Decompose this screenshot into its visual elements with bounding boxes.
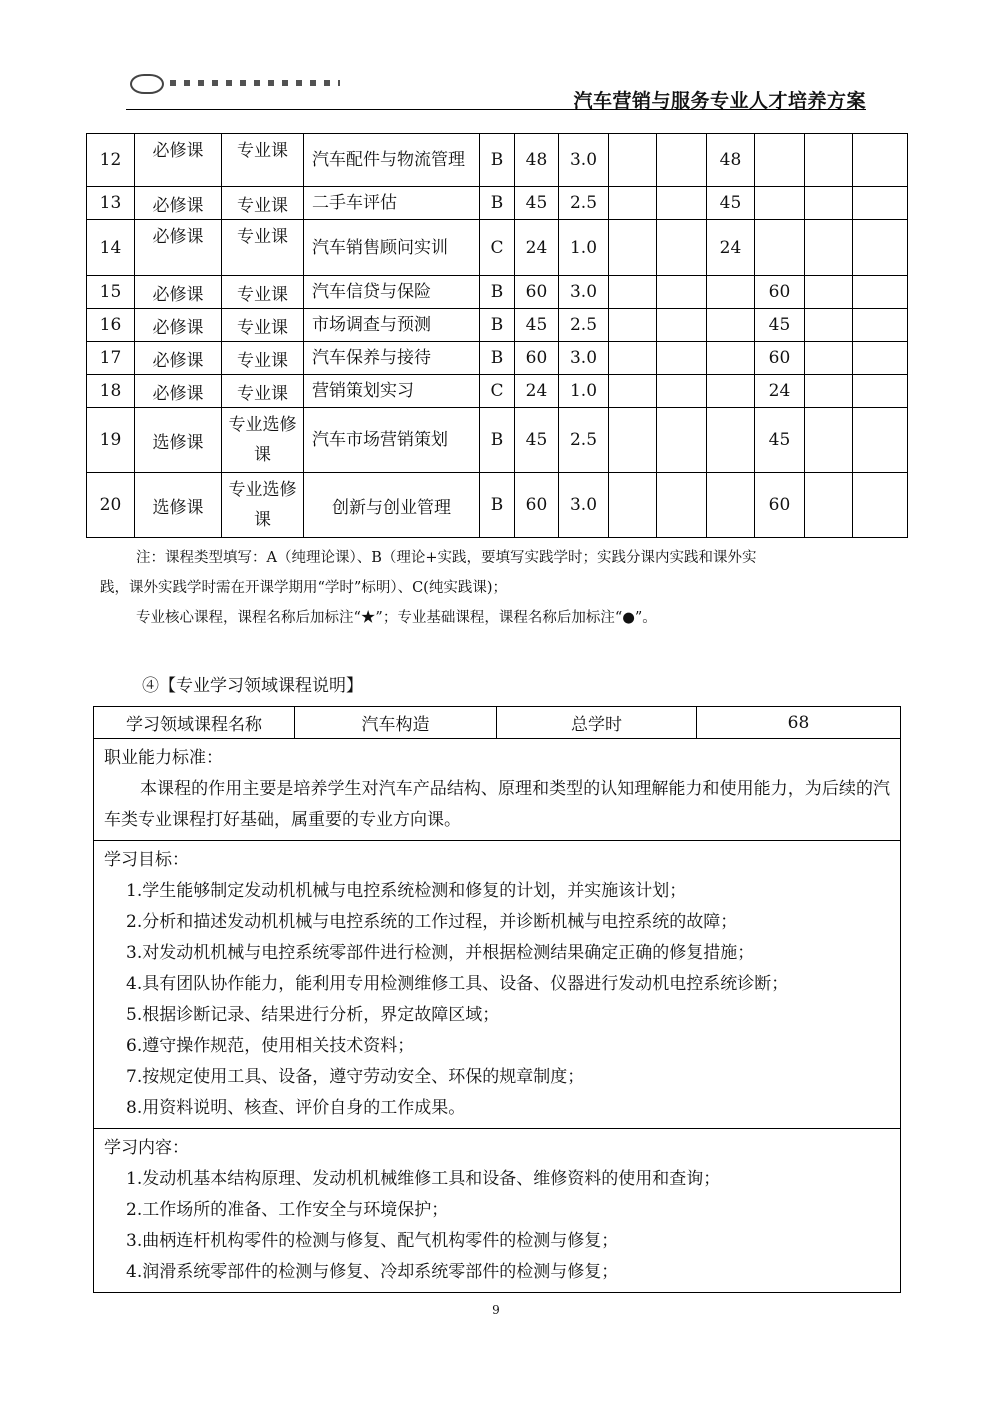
list-item: 8.用资料说明、核查、评价自身的工作成果。 [126, 1098, 466, 1118]
course-description-table [93, 706, 901, 1293]
list-item: 7.按规定使用工具、设备，遵守劳动安全、环保的规章制度； [126, 1067, 585, 1087]
table-row [94, 739, 901, 841]
semester-2-hours [657, 134, 707, 187]
semester-3-hours [707, 342, 755, 375]
course-credits: 2.5 [559, 408, 609, 473]
semester-3-hours [707, 309, 755, 342]
semester-3-hours [707, 375, 755, 408]
semester-1-hours [609, 220, 657, 276]
semester-2-hours [657, 276, 707, 309]
semester-5-hours [805, 375, 853, 408]
learning-content-cell [94, 1129, 901, 1293]
semester-3-hours [707, 473, 755, 538]
list-item: 1.学生能够制定发动机机械与电控系统检测和修复的计划，并实施该计划； [126, 881, 687, 901]
note-line: 专业核心课程，课程名称后加标注“★”；专业基础课程，课程名称后加标注“●”。 [136, 610, 657, 626]
course-credits: 3.0 [559, 134, 609, 187]
course-credits: 1.0 [559, 220, 609, 276]
semester-6-hours [853, 134, 908, 187]
table-row [94, 1129, 901, 1293]
course-kind: B [480, 473, 515, 538]
table-row [87, 342, 908, 375]
note-line: 注：课程类型填写：A（纯理论课）、B（理论+实践，要填写实践学时；实践分课内实践和课外实 [136, 550, 757, 566]
course-name-label: 学习领域课程名称 [94, 707, 295, 739]
document-title: 汽车营销与服务专业人才培养方案 [573, 90, 866, 112]
table-row [87, 220, 908, 276]
semester-4-hours [755, 187, 805, 220]
course-credits: 3.0 [559, 276, 609, 309]
semester-4-hours: 60 [755, 342, 805, 375]
course-type: 专业课 [222, 309, 304, 342]
table-row [87, 187, 908, 220]
course-nature: 必修课 [135, 375, 222, 408]
ability-text: 本课程的作用主要是培养学生对汽车产品结构、原理和类型的认知理解能力和使用能力，为后续的汽车类专业课程打好基础，属重要的专业方向课。 [104, 779, 890, 830]
semester-4-hours: 60 [755, 473, 805, 538]
total-hours-label: 总学时 [497, 707, 697, 739]
course-type: 专业课 [222, 134, 304, 187]
total-hours-value: 68 [697, 707, 901, 739]
note-line: 践，课外实践学时需在开课学期用“学时”标明）、C(纯实践课)； [100, 580, 507, 596]
course-name: 汽车保养与接待 [304, 342, 480, 375]
table-row [94, 841, 901, 1129]
section-title: ④【专业学习领域课程说明】 [142, 676, 363, 696]
course-nature: 必修课 [135, 276, 222, 309]
semester-3-hours [707, 276, 755, 309]
table-row [94, 707, 901, 739]
list-item: 2.分析和描述发动机机械与电控系统的工作过程，并诊断机械与电控系统的故障； [126, 912, 738, 932]
course-name-value: 汽车构造 [295, 707, 497, 739]
semester-5-hours [805, 187, 853, 220]
course-type: 专业选修课 [222, 408, 304, 473]
course-hours: 45 [515, 187, 559, 220]
goals-label: 学习目标： [104, 850, 189, 870]
course-hours: 45 [515, 408, 559, 473]
list-item: 4.具有团队协作能力，能利用专用检测维修工具、设备、仪器进行发动机电控系统诊断； [126, 974, 789, 994]
row-number: 18 [87, 375, 135, 408]
semester-2-hours [657, 342, 707, 375]
row-number: 19 [87, 408, 135, 473]
list-item: 1.发动机基本结构原理、发动机机械维修工具和设备、维修资料的使用和查询； [126, 1169, 721, 1189]
semester-3-hours: 45 [707, 187, 755, 220]
course-nature: 必修课 [135, 220, 222, 276]
course-name: 创新与创业管理 [304, 473, 480, 538]
course-name: 汽车信贷与保险 [304, 276, 480, 309]
semester-2-hours [657, 375, 707, 408]
semester-1-hours [609, 375, 657, 408]
course-credits: 3.0 [559, 342, 609, 375]
course-nature: 必修课 [135, 309, 222, 342]
semester-5-hours [805, 134, 853, 187]
semester-6-hours [853, 473, 908, 538]
course-hours: 24 [515, 375, 559, 408]
row-number: 15 [87, 276, 135, 309]
course-hours: 60 [515, 342, 559, 375]
semester-4-hours [755, 134, 805, 187]
course-table [86, 133, 908, 538]
row-number: 16 [87, 309, 135, 342]
table-row [87, 309, 908, 342]
course-hours: 60 [515, 473, 559, 538]
course-kind: C [480, 375, 515, 408]
semester-5-hours [805, 408, 853, 473]
seal-icon [130, 74, 164, 94]
course-nature: 必修课 [135, 187, 222, 220]
course-type: 专业选修课 [222, 473, 304, 538]
list-item: 5.根据诊断记录、结果进行分析，界定故障区域； [126, 1005, 500, 1025]
semester-1-hours [609, 309, 657, 342]
semester-5-hours [805, 473, 853, 538]
semester-2-hours [657, 408, 707, 473]
row-number: 12 [87, 134, 135, 187]
learning-goals-cell [94, 841, 901, 1129]
semester-5-hours [805, 276, 853, 309]
semester-6-hours [853, 375, 908, 408]
course-type: 专业课 [222, 187, 304, 220]
course-nature: 选修课 [135, 473, 222, 538]
row-number: 14 [87, 220, 135, 276]
row-number: 17 [87, 342, 135, 375]
semester-4-hours: 45 [755, 309, 805, 342]
table-row [87, 375, 908, 408]
semester-4-hours [755, 220, 805, 276]
course-hours: 45 [515, 309, 559, 342]
course-type: 专业课 [222, 220, 304, 276]
course-credits: 2.5 [559, 309, 609, 342]
course-kind: C [480, 220, 515, 276]
course-type: 专业课 [222, 342, 304, 375]
semester-1-hours [609, 134, 657, 187]
semester-6-hours [853, 276, 908, 309]
semester-6-hours [853, 220, 908, 276]
header-rule [126, 109, 866, 110]
course-credits: 1.0 [559, 375, 609, 408]
semester-6-hours [853, 342, 908, 375]
list-item: 3.对发动机机械与电控系统零部件进行检测，并根据检测结果确定正确的修复措施； [126, 943, 755, 963]
ability-standard-cell [94, 739, 901, 841]
school-seal-logo [130, 72, 350, 94]
page-number: 9 [492, 1303, 500, 1317]
course-name: 汽车市场营销策划 [304, 408, 480, 473]
semester-1-hours [609, 342, 657, 375]
semester-3-hours: 48 [707, 134, 755, 187]
list-item: 6.遵守操作规范，使用相关技术资料； [126, 1036, 415, 1056]
row-number: 13 [87, 187, 135, 220]
semester-5-hours [805, 342, 853, 375]
course-credits: 2.5 [559, 187, 609, 220]
semester-1-hours [609, 408, 657, 473]
table-row [87, 473, 908, 538]
course-nature: 选修课 [135, 408, 222, 473]
semester-6-hours [853, 408, 908, 473]
course-type: 专业课 [222, 276, 304, 309]
semester-1-hours [609, 187, 657, 220]
semester-3-hours: 24 [707, 220, 755, 276]
list-item: 2.工作场所的准备、工作安全与环境保护； [126, 1200, 449, 1220]
table-notes [100, 543, 900, 633]
course-type: 专业课 [222, 375, 304, 408]
content-label: 学习内容： [104, 1138, 189, 1158]
ability-label: 职业能力标准： [104, 748, 223, 768]
course-hours: 60 [515, 276, 559, 309]
course-credits: 3.0 [559, 473, 609, 538]
course-hours: 24 [515, 220, 559, 276]
semester-5-hours [805, 309, 853, 342]
semester-4-hours: 24 [755, 375, 805, 408]
course-kind: B [480, 276, 515, 309]
course-kind: B [480, 342, 515, 375]
semester-2-hours [657, 187, 707, 220]
semester-6-hours [853, 309, 908, 342]
course-kind: B [480, 408, 515, 473]
semester-3-hours [707, 408, 755, 473]
semester-2-hours [657, 220, 707, 276]
course-kind: B [480, 134, 515, 187]
table-row [87, 134, 908, 187]
course-kind: B [480, 309, 515, 342]
course-name: 二手车评估 [304, 187, 480, 220]
semester-2-hours [657, 473, 707, 538]
row-number: 20 [87, 473, 135, 538]
table-row [87, 276, 908, 309]
course-nature: 必修课 [135, 134, 222, 187]
semester-6-hours [853, 187, 908, 220]
course-name: 市场调查与预测 [304, 309, 480, 342]
course-name: 营销策划实习 [304, 375, 480, 408]
list-item: 3.曲柄连杆机构零件的检测与修复、配气机构零件的检测与修复； [126, 1231, 619, 1251]
semester-5-hours [805, 220, 853, 276]
semester-2-hours [657, 309, 707, 342]
course-hours: 48 [515, 134, 559, 187]
semester-1-hours [609, 473, 657, 538]
semester-4-hours: 45 [755, 408, 805, 473]
table-row [87, 408, 908, 473]
course-kind: B [480, 187, 515, 220]
course-nature: 必修课 [135, 342, 222, 375]
list-item: 4.润滑系统零部件的检测与修复、冷却系统零部件的检测与修复； [126, 1262, 619, 1282]
semester-4-hours: 60 [755, 276, 805, 309]
course-name: 汽车销售顾问实训 [304, 220, 480, 276]
school-name-script [170, 80, 340, 86]
semester-1-hours [609, 276, 657, 309]
course-name: 汽车配件与物流管理 [304, 134, 480, 187]
